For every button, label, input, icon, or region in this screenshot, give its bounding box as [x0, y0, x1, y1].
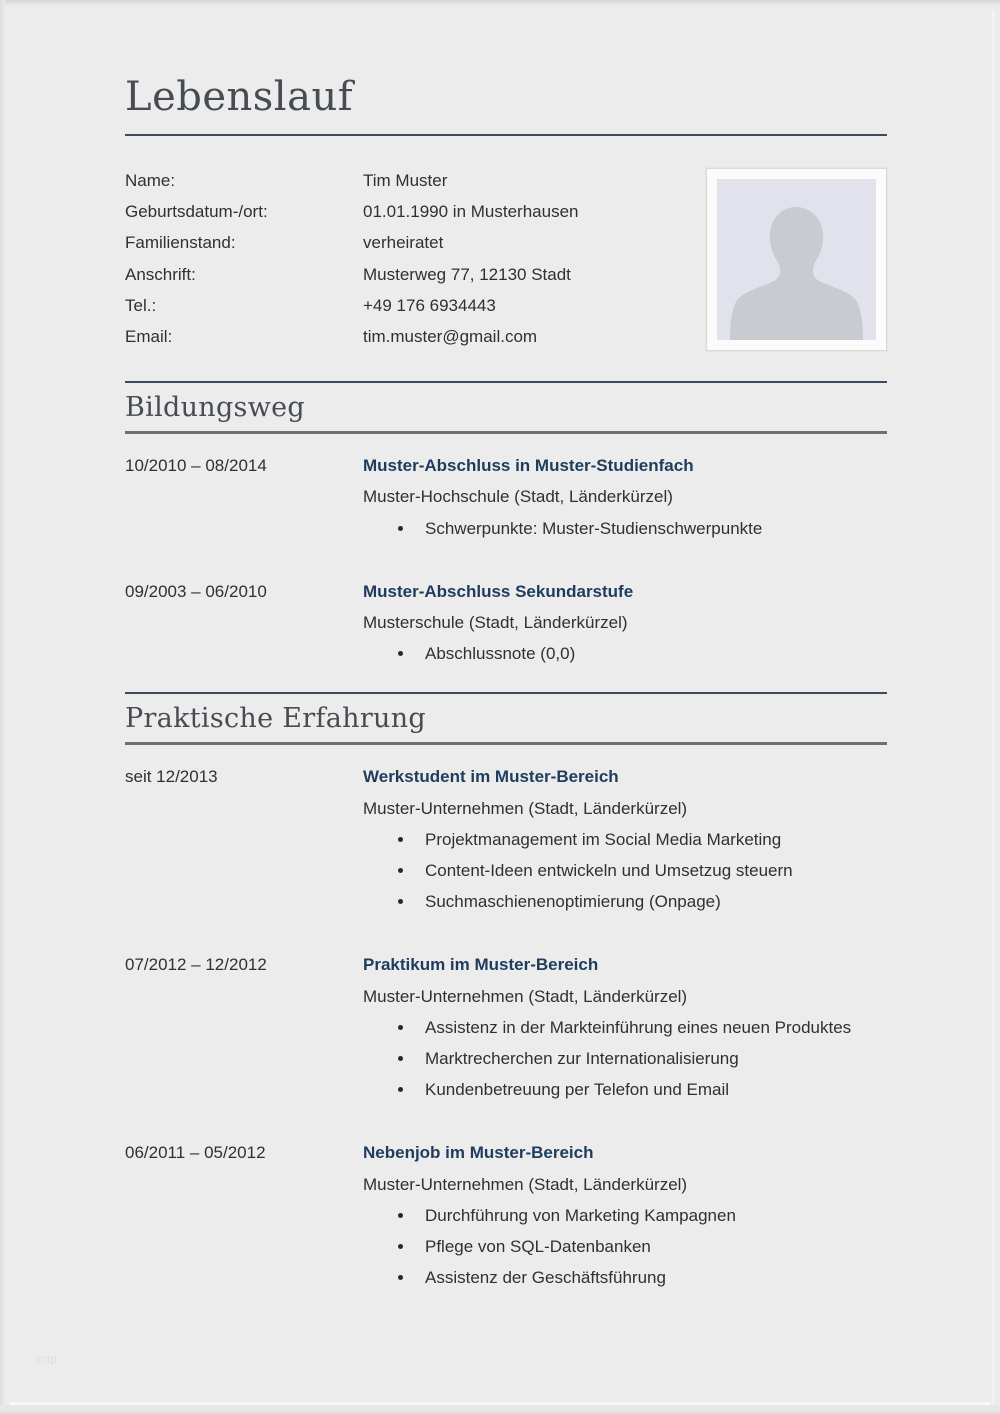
personal-label: Email: [125, 327, 173, 347]
personal-info [125, 165, 685, 352]
entry-organization: Muster-Unternehmen (Stadt, Länderkürzel) [363, 986, 688, 1006]
personal-label: Name: [125, 171, 176, 190]
entry-bullet-list [363, 513, 887, 544]
entry-organization: Muster-Unternehmen (Stadt, Länderkürzel) [363, 798, 688, 818]
entry-bullet: Pflege von SQL-Datenbanken [363, 1231, 887, 1262]
entry-bullet: Marktrecherchen zur Internationalisierung [363, 1043, 887, 1074]
entry-body [363, 450, 887, 544]
entry-title: Werkstudent im Muster-Bereich [363, 767, 619, 787]
entry-bullet: Assistenz der Geschäftsführung [363, 1262, 887, 1293]
page-edge-right [992, 10, 995, 1404]
personal-row-name [125, 165, 685, 196]
personal-label: Anschrift: [125, 264, 196, 284]
section-education [125, 381, 887, 669]
personal-label: Familienstand: [125, 233, 236, 253]
entry-bullet: Content-Ideen entwickeln und Umsetzug steuern [363, 855, 887, 886]
entry-body [363, 761, 887, 917]
experience-entry [125, 761, 887, 917]
education-entry [125, 576, 887, 670]
personal-value: +49 176 6934443 [363, 295, 496, 315]
document-content [125, 0, 887, 1293]
personal-value: Tim Muster [363, 171, 448, 190]
experience-entry [125, 1137, 887, 1293]
personal-row-phone [125, 290, 685, 321]
entry-bullet: Suchmaschienenoptimierung (Onpage) [363, 886, 887, 917]
page-edge-bottom [0, 1405, 1000, 1414]
education-entry [125, 450, 887, 544]
entry-title: Nebenjob im Muster-Bereich [363, 1143, 594, 1163]
entry-bullet-list [363, 638, 887, 669]
personal-label: Tel.: [125, 295, 157, 315]
personal-row-address [125, 259, 685, 290]
personal-row-birth [125, 196, 685, 227]
entry-body [363, 1137, 887, 1293]
entry-body [363, 949, 887, 1105]
page-edge-left [0, 0, 5, 1414]
entry-date: 10/2010 – 08/2014 [125, 456, 267, 476]
experience-entries [125, 761, 887, 1293]
entry-bullet: Abschlussnote (0,0) [363, 638, 887, 669]
entry-title: Praktikum im Muster-Bereich [363, 955, 599, 975]
entry-title: Muster-Abschluss Sekundarstufe [363, 581, 634, 601]
entry-bullet: Projektmanagement im Social Media Marketing [363, 824, 887, 855]
entry-organization: Musterschule (Stadt, Länderkürzel) [363, 613, 628, 633]
entry-bullet: Schwerpunkte: Muster-Studienschwerpunkte [363, 513, 887, 544]
entry-bullet-list [363, 1012, 887, 1106]
section-heading: Praktische Erfahrung [125, 703, 427, 735]
entry-bullet-list [363, 1200, 887, 1294]
entry-date: 07/2012 – 12/2012 [125, 955, 267, 975]
entry-date: seit 12/2013 [125, 767, 218, 787]
section-experience [125, 692, 887, 1293]
page-title: Lebenslauf [125, 74, 354, 120]
personal-value: Musterweg 77, 12130 Stadt [363, 264, 571, 284]
entry-organization: Muster-Hochschule (Stadt, Länderkürzel) [363, 487, 673, 507]
personal-value: verheiratet [363, 233, 444, 253]
entry-body [363, 576, 887, 670]
title-rule [125, 134, 887, 136]
personal-row-email [125, 321, 685, 352]
personal-value: 01.01.1990 in Musterhausen [363, 202, 579, 222]
entry-title: Muster-Abschluss in Muster-Studienfach [363, 456, 694, 476]
education-entries [125, 450, 887, 669]
entry-date: 09/2003 – 06/2010 [125, 581, 267, 601]
entry-date: 06/2011 – 05/2012 [125, 1143, 266, 1163]
personal-value: tim.muster@gmail.com [363, 327, 538, 347]
entry-bullet: Assistenz in der Markteinführung eines neuen Produktes [363, 1012, 887, 1043]
entry-bullet: Durchführung von Marketing Kampagnen [363, 1200, 887, 1231]
section-heading: Bildungsweg [125, 392, 305, 424]
watermark-text: http [37, 1354, 58, 1366]
entry-organization: Muster-Unternehmen (Stadt, Länderkürzel) [363, 1174, 688, 1194]
experience-entry [125, 949, 887, 1105]
section-rule-bottom [125, 742, 887, 745]
entry-bullet-list [363, 824, 887, 918]
personal-row-marital-status [125, 227, 685, 258]
personal-label: Geburtsdatum-/ort: [125, 202, 268, 222]
section-rule-bottom [125, 431, 887, 434]
entry-bullet: Kundenbetreuung per Telefon und Email [363, 1074, 887, 1105]
